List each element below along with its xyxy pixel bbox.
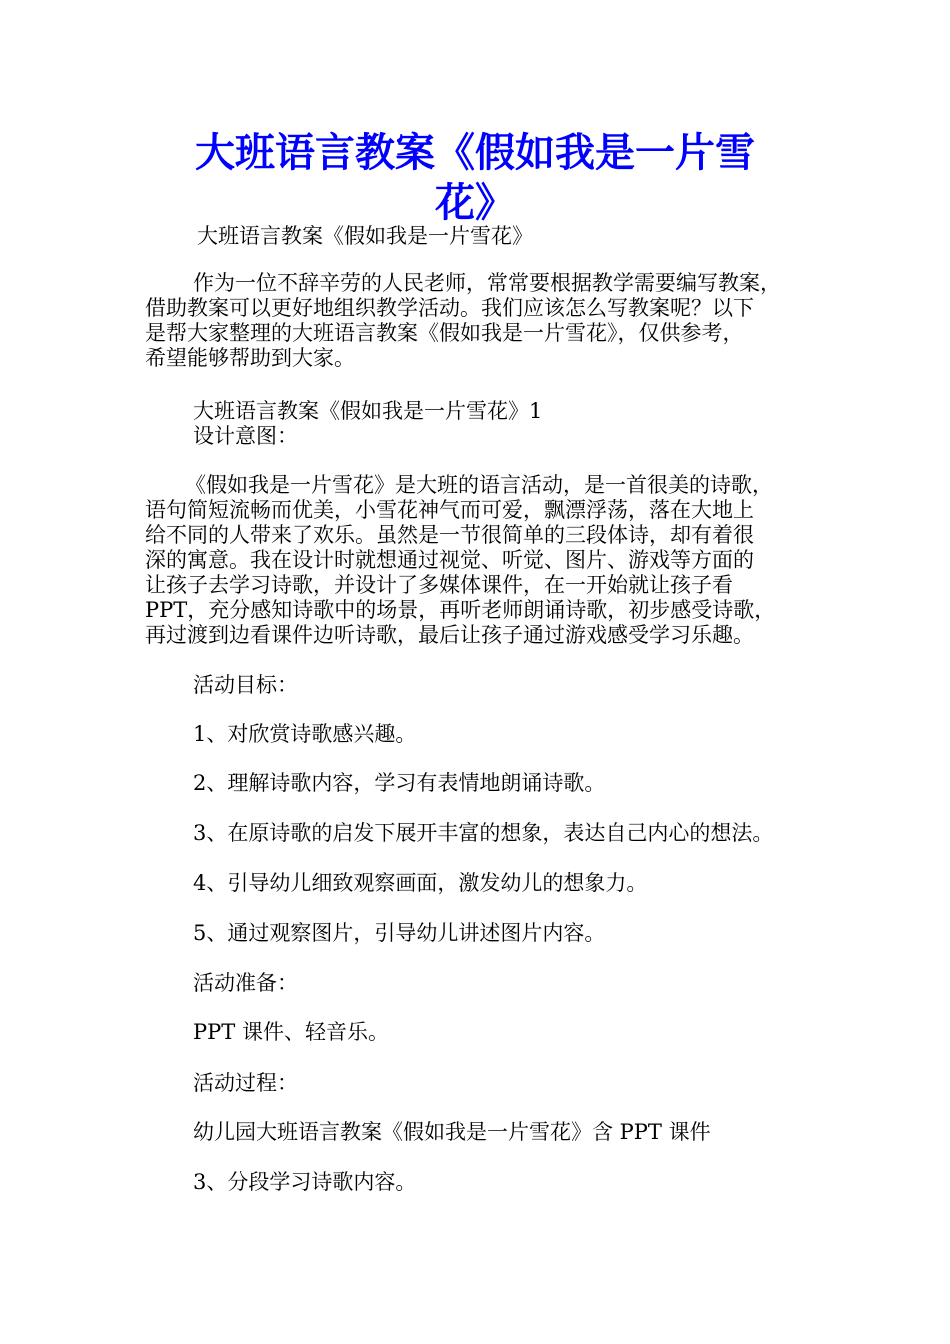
prep-label: 活动准备： — [193, 971, 298, 995]
goal-item: 1、对欣赏诗歌感兴趣。 — [193, 722, 417, 746]
design-line: 深的寓意。我在设计时就想通过视觉、听觉、图片、游戏等方面的 — [145, 548, 754, 572]
intro-paragraph — [145, 271, 815, 371]
intro-line: 借助教案可以更好地组织教学活动。我们应该怎么写教案呢？以下 — [145, 296, 754, 320]
goals-label: 活动目标： — [193, 673, 298, 697]
goal-item: 3、在原诗歌的启发下展开丰富的想象，表达自己内心的想法。 — [193, 821, 774, 845]
title-line-1: 大班语言教案《假如我是一片雪 — [195, 129, 755, 176]
goal-item: 4、引导幼儿细致观察画面，激发幼儿的想象力。 — [193, 871, 648, 895]
design-line: 给不同的人带来了欢乐。虽然是一节很简单的三段体诗，却有着很 — [145, 523, 754, 547]
goal-item: 2、理解诗歌内容，学习有表情地朗诵诗歌。 — [193, 771, 606, 795]
design-line: 让孩子去学习诗歌，并设计了多媒体课件，在一开始就让孩子看 — [145, 573, 733, 597]
process-label: 活动过程： — [193, 1071, 298, 1095]
prep-text: PPT 课件、轻音乐。 — [193, 1020, 389, 1044]
design-line: 再过渡到边看课件边听诗歌，最后让孩子通过游戏感受学习乐趣。 — [145, 623, 754, 647]
intro-line: 作为一位不辞辛劳的人民老师，常常要根据教学需要编写教案， — [193, 271, 781, 295]
design-paragraph — [145, 473, 815, 648]
document-subtitle: 大班语言教案《假如我是一片雪花》 — [197, 224, 533, 248]
process-link: 幼儿园大班语言教案《假如我是一片雪花》含 PPT 课件 — [193, 1120, 711, 1144]
design-line: 语句简短流畅而优美，小雪花神气而可爱，飘漂浮荡，落在大地上 — [145, 498, 754, 522]
intro-line: 希望能够帮助到大家。 — [145, 346, 355, 370]
intro-line: 是帮大家整理的大班语言教案《假如我是一片雪花》，仅供参考， — [145, 321, 744, 345]
title-line-2: 花》 — [435, 179, 515, 226]
design-line: 《假如我是一片雪花》是大班的语言活动，是一首很美的诗歌， — [185, 473, 773, 497]
goal-item: 5、通过观察图片，引导幼儿讲述图片内容。 — [193, 921, 606, 945]
design-line: PPT，充分感知诗歌中的场景，再听老师朗诵诗歌，初步感受诗歌， — [145, 598, 776, 622]
document-title — [145, 128, 805, 228]
design-label: 设计意图： — [193, 424, 298, 448]
step-item: 3、分段学习诗歌内容。 — [193, 1170, 417, 1194]
section-heading: 大班语言教案《假如我是一片雪花》1 — [193, 399, 543, 423]
